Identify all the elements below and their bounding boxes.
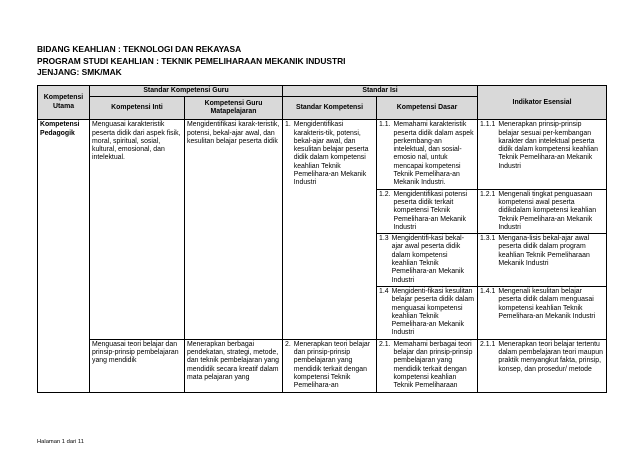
col-header-kompetensi-guru: Kompetensi Guru Matapelajaran xyxy=(185,97,283,120)
kompetensi-dasar-cell xyxy=(377,234,478,287)
standar-kompetensi-cell xyxy=(283,120,377,339)
table-row xyxy=(38,339,607,392)
kompetensi-dasar-cell xyxy=(377,120,478,189)
ie-number: 2.1.1 xyxy=(480,340,496,348)
kd-number: 1.1. xyxy=(379,121,391,129)
table-row xyxy=(38,120,607,189)
document-heading xyxy=(37,44,345,79)
indikator-esensial-cell xyxy=(478,286,607,339)
col-header-kompetensi-inti: Kompetensi Inti xyxy=(90,97,185,120)
kompetensi-inti-cell: Menguasai teori belajar dan prinsip-prinsip pembelajaran yang mendidik xyxy=(90,339,185,392)
standar-kompetensi-cell xyxy=(283,339,377,392)
kompetensi-guru-cell: Mengidentifikasi karak-teristik, potensi, bekal-ajar awal, dan kesulitan belajar peserta didik xyxy=(185,120,283,339)
kompetensi-dasar-cell xyxy=(377,339,478,392)
kd-text: Mengidenti-fikasi kesulitan belajar peserta didik dalam menguasai kompetensi keahlian Teknik Pemelihara-an Mekanik Industri xyxy=(391,287,474,337)
page-footer: Halaman 1 dari 11 xyxy=(37,439,84,445)
competency-table xyxy=(37,85,607,393)
sk-number: 2. xyxy=(285,340,291,348)
kd-text: Memahami berbagai teori belajar dan prinsip-prinsip pembelajaran yang mendidik terkait dengan kompetensi keahlian Teknik Pemeliharaan xyxy=(393,340,473,390)
group-header-standar-isi: Standar Isi xyxy=(283,86,478,97)
indikator-esensial-cell xyxy=(478,234,607,287)
ie-text: Menerapkan prinsip-prinsip belajar sesuai per-kembangan karakter dan intelektual peserta didik dalam kompetensi keahlian Teknik Pemelihara-an Mekanik Industri xyxy=(498,121,598,170)
indikator-esensial-cell xyxy=(478,339,607,392)
ie-number: 1.1.1 xyxy=(480,121,496,129)
heading-program-studi: PROGRAM STUDI KEAHLIAN : TEKNIK PEMELIHARAAN MEKANIK INDUSTRI xyxy=(37,55,346,66)
heading-jenjang: JENJANG: SMK/MAK xyxy=(37,67,122,77)
ie-text: Mengenali tingkat penguasaan kompetensi awal peserta didikdalam kompetensi keahlian Teknik Pemelihara-an Mekanik Industri xyxy=(498,190,597,231)
ie-text: Mengana-lisis bekal-ajar awal peserta didik dalam program keahlian Teknik Pemeliharaan Mekanik Industri xyxy=(498,235,590,268)
col-header-kompetensi-utama: Kompetensi Utama xyxy=(38,86,90,120)
kd-text: Mengidentifi-kasi bekal-ajar awal peserta didik dalam kompetensi keahlian Teknik Pemelihara-an Mekanik Industri xyxy=(391,235,464,284)
ie-number: 1.2.1 xyxy=(480,190,496,198)
heading-bidang-keahlian: BIDANG KEAHLIAN : TEKNOLOGI DAN REKAYASA xyxy=(37,44,242,54)
ie-number: 1.4.1 xyxy=(480,287,496,295)
sk-text: Menerapkan teori belajar dan prinsip-prinsip pembelajaran yang mendidik terkait dengan kompetensi Teknik Pemelihara-an xyxy=(293,340,370,390)
sk-text: Mengidentifikasi karakteris-tik, potensi, bekal-ajar awal, dan kesulitan belajar peserta didik dalam kompetensi keahlian Teknik Pemelihara-an Mekanik Industri xyxy=(293,121,369,187)
kompetensi-dasar-cell xyxy=(377,189,478,233)
kompetensi-inti-cell: Menguasai karakteristik peserta didik dari aspek fisik, moral, spiritual, sosial, kultural, emosional, dan intelektual. xyxy=(90,120,185,339)
sk-number: 1. xyxy=(285,121,291,129)
col-header-kompetensi-dasar: Kompetensi Dasar xyxy=(377,97,478,120)
indikator-esensial-cell xyxy=(478,189,607,233)
kompetensi-utama-cell: Kompetensi Pedagogik xyxy=(38,120,90,392)
kd-number: 2.1. xyxy=(379,340,391,348)
ie-text: Menerapkan teori belajar tertentu dalam pembelajaran teori maupun praktik menyangkut fakta, prinsip, konsep, dan prosedur/ metode xyxy=(498,340,603,373)
group-header-standar-kompetensi-guru: Standar Kompetensi Guru xyxy=(90,86,283,97)
kd-number: 1.4 xyxy=(379,287,389,295)
ie-number: 1.3.1 xyxy=(480,235,496,243)
kd-text: Mengidentifikasi potensi peserta didik terkait kompetensi Teknik Pemelihara-an Mekanik Industri xyxy=(393,190,468,231)
indikator-esensial-cell xyxy=(478,120,607,189)
ie-text: Mengenali kesulitan belajar peserta didik dalam menguasai kompetensi keahlian Teknik Pemelihara-an Mekanik Industri xyxy=(498,287,596,320)
kompetensi-guru-cell: Menerapkan berbagai pendekatan, strategi, metode, dan teknik pembelajaran yang mendidik secara kreatif dalam mata pelajaran yang xyxy=(185,339,283,392)
kd-text: Memahami karakteristik peserta didik dalam aspek perkembang-an intelektual, dan sosial-emosio nal, untuk mencapai kompetensi Teknik Pemelihara-an Mekanik Industri. xyxy=(393,121,474,187)
kd-number: 1.2. xyxy=(379,190,391,198)
col-header-standar-kompetensi: Standar Kompetensi xyxy=(283,97,377,120)
kd-number: 1.3 xyxy=(379,235,389,243)
col-header-indikator-esensial: Indikator Esensial xyxy=(478,86,607,120)
table-header-row xyxy=(38,86,607,97)
kompetensi-dasar-cell xyxy=(377,286,478,339)
